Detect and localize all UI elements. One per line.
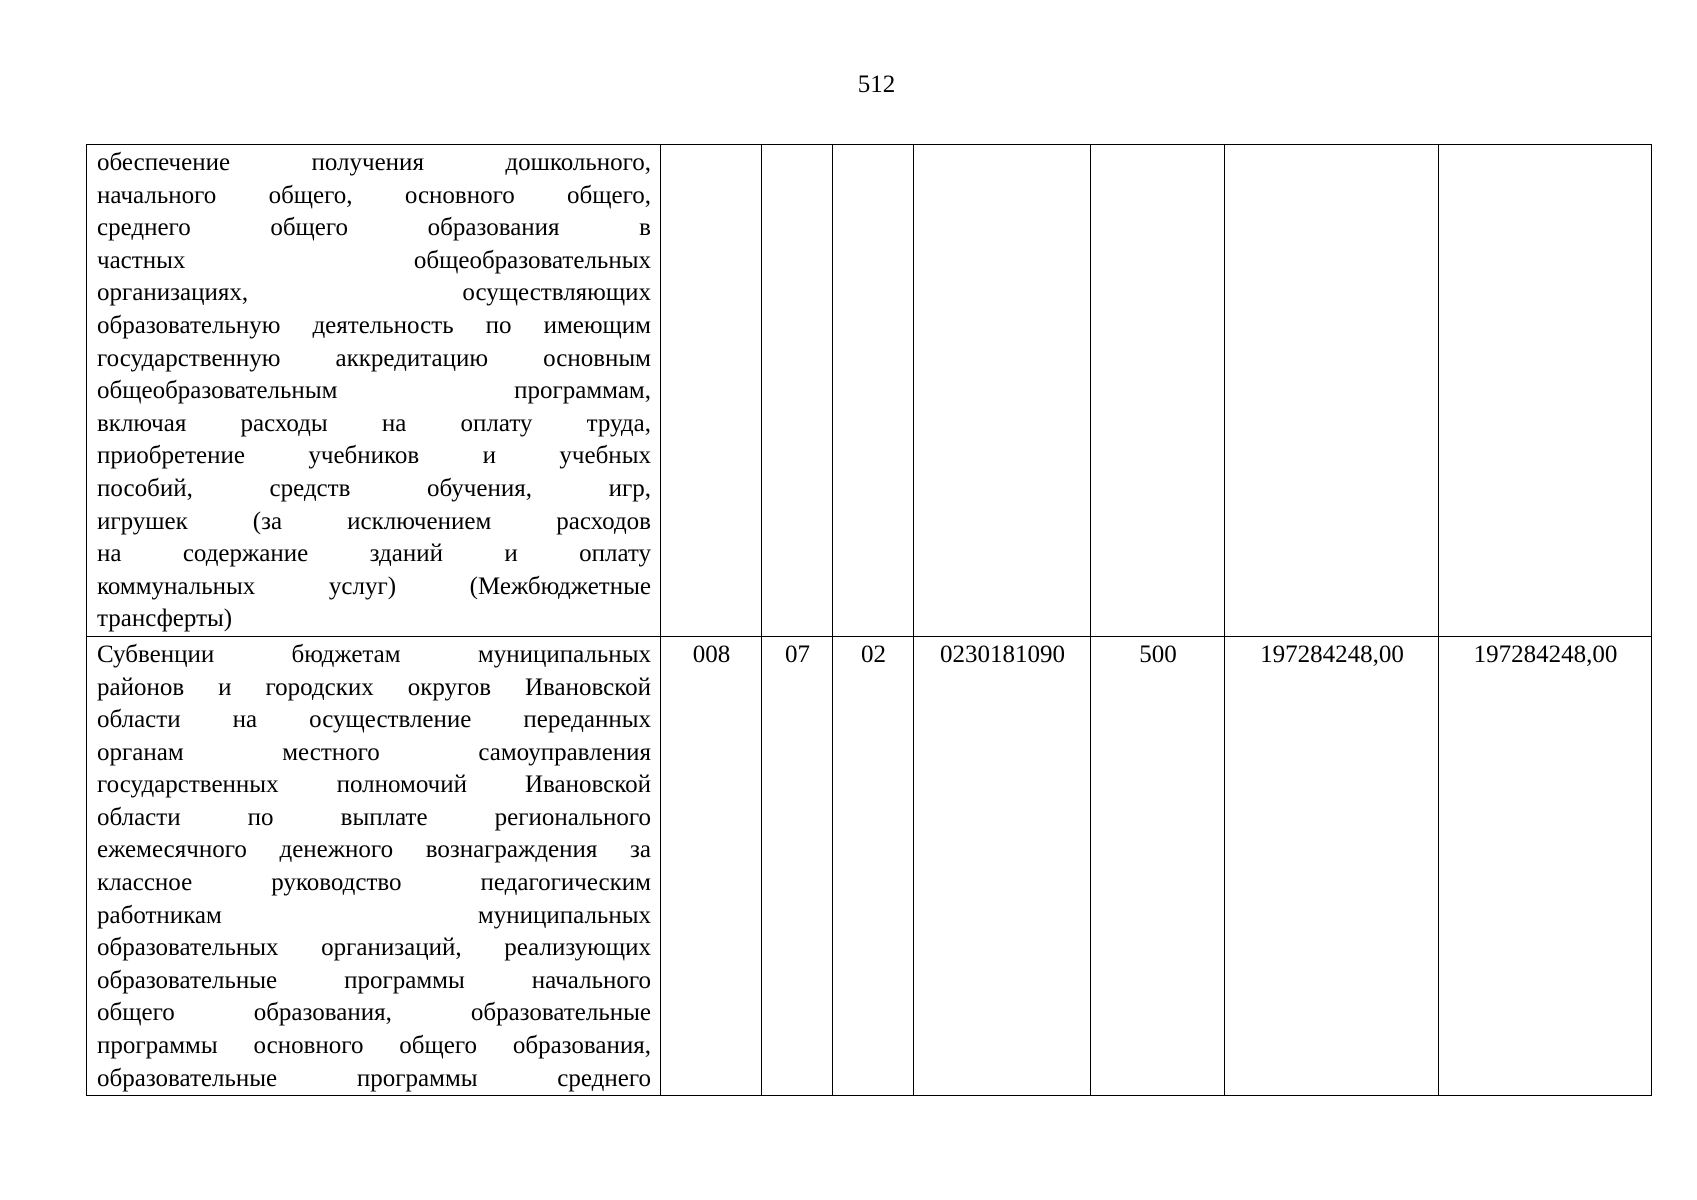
target-article-cell: [914, 145, 1091, 637]
description-line: среднего общего образования в: [97, 214, 651, 242]
description-line: игрушек (за исключением расходов: [97, 507, 651, 535]
description-line: ежемесячного денежного вознаграждения за: [97, 836, 651, 864]
row-2-description: [87, 636, 661, 1095]
description-line: районов и городских округов Ивановской: [97, 673, 651, 701]
budget-table: [86, 144, 1652, 1096]
description-line: включая расходы на оплату труда,: [97, 409, 651, 437]
description-line: образовательных организаций, реализующих: [97, 934, 651, 962]
description-line: общеобразовательным программам,: [97, 377, 651, 405]
amount-2-cell: [1439, 145, 1652, 637]
amount-1-cell: 197284248,00: [1225, 636, 1439, 1095]
description-line: образовательную деятельность по имеющим: [97, 311, 651, 339]
amount-1-cell: [1225, 145, 1439, 637]
page-number: [0, 70, 1697, 100]
subsection-code-cell: [833, 145, 914, 637]
description-line: органам местного самоуправления: [97, 738, 651, 766]
description-line: государственную аккредитацию основным: [97, 344, 651, 372]
subsection-code-cell: 02: [833, 636, 914, 1095]
section-code-cell: [762, 145, 833, 637]
ministry-code-cell: [661, 145, 762, 637]
table-row: [87, 145, 1652, 637]
description-line: образовательные программы начального: [97, 966, 651, 994]
table-row: [87, 636, 1652, 1095]
description-line: программы основного общего образования,: [97, 1032, 651, 1060]
description-line: области на осуществление переданных: [97, 706, 651, 734]
description-line: пособий, средств обучения, игр,: [97, 474, 651, 502]
description-line: образовательные программы среднего: [97, 1064, 651, 1092]
description-line: коммунальных услуг) (Межбюджетные: [97, 572, 651, 600]
description-line: государственных полномочий Ивановской: [97, 771, 651, 799]
description-line: на содержание зданий и оплату: [97, 540, 651, 568]
expense-type-cell: 500: [1091, 636, 1225, 1095]
description-line: обеспечение получения дошкольного,: [97, 149, 651, 176]
expense-type-cell: [1091, 145, 1225, 637]
row-1-description: [87, 145, 661, 637]
description-line: общего образования, образовательные: [97, 999, 651, 1027]
description-line: трансферты): [97, 605, 233, 633]
section-code-cell: 07: [762, 636, 833, 1095]
target-article-cell: 0230181090: [914, 636, 1091, 1095]
description-line: начального общего, основного общего,: [97, 181, 651, 209]
page-number-text: 512: [857, 71, 896, 98]
description-line: частных общеобразовательных: [97, 246, 651, 274]
description-line: работникам муниципальных: [97, 901, 651, 929]
description-line: организациях, осуществляющих: [97, 279, 651, 307]
description-line: классное руководство педагогическим: [97, 869, 651, 897]
description-line: области по выплате регионального: [97, 803, 651, 831]
amount-2-cell: 197284248,00: [1439, 636, 1652, 1095]
description-line: Субвенции бюджетам муниципальных: [97, 640, 651, 668]
description-line: приобретение учебников и учебных: [97, 442, 651, 470]
ministry-code-cell: 008: [661, 636, 762, 1095]
